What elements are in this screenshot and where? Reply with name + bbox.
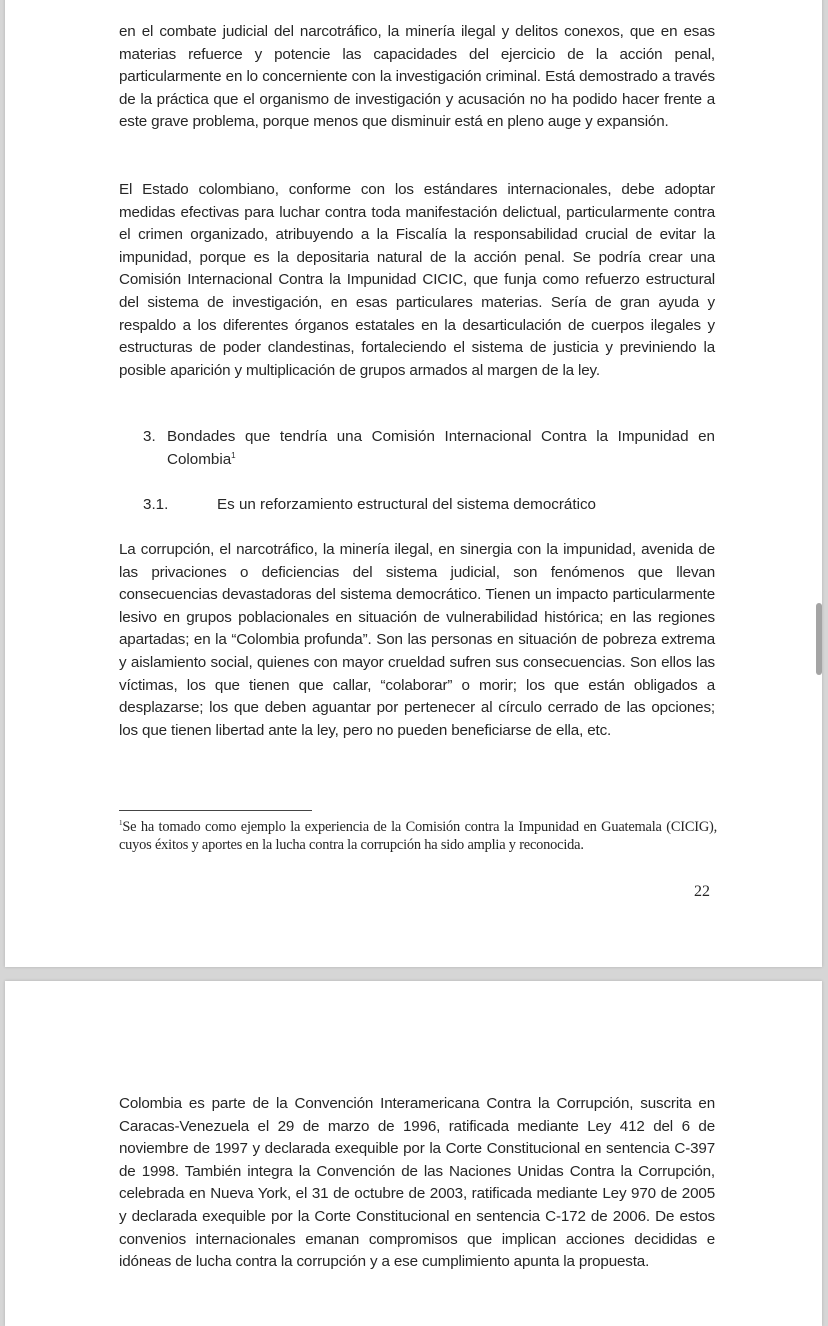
document-page-23 — [5, 981, 822, 1326]
footnote-text: Se ha tomado como ejemplo la experiencia de la Comisión contra la Impunidad en Guatemala (CICIG), cuyos éxitos y aportes en la lucha contra la corrupción ha sido amplia y reconocida. — [119, 819, 717, 853]
scrollbar-thumb[interactable] — [816, 603, 822, 675]
document-page-22 — [5, 0, 822, 967]
paragraph-narcotrafico: en el combate judicial del narcotráfico, la minería ilegal y delitos conexos, que en esas materias refuerce y potencie las capacidades del ejercicio de la acción penal, particularmente en lo concerniente con la investigación criminal. Está demostrado a través de la práctica que el organismo de investigación y acusación no ha podido hacer frente a este grave problema, porque menos que disminuir está en pleno auge y expansión. — [119, 23, 715, 131]
section-heading-3 — [143, 426, 715, 471]
footnote — [119, 818, 717, 854]
subsection-title: Es un reforzamiento estructural del sistema democrático — [217, 496, 597, 513]
section-number: 3. — [143, 428, 156, 445]
paragraph-estado-colombiano: El Estado colombiano, conforme con los estándares internacionales, debe adoptar medidas efectivas para luchar contra toda manifestación delictual, particularmente contra el crimen organizado, atribuyendo a la Fiscalía la responsabilidad crucial de evitar la impunidad, porque es la depositaria natural de la acción penal. Se podría crear una Comisión Internacional Contra la Impunidad CICIC, que funja como refuerzo estructural del sistema de investigación, en esas particulares materias. Sería de gran ayuda y respaldo a los diferentes órganos estatales en la desarticulación de cuerpos ilegales y estructuras de poder clandestinas, fortaleciendo el sistema de justicia y previniendo la posible aparición y multiplicación de grupos armados al margen de la ley. — [119, 181, 715, 379]
footnote-separator — [119, 810, 312, 811]
page-number: 22 — [694, 883, 710, 900]
paragraph-corrupcion: La corrupción, el narcotráfico, la minería ilegal, en sinergia con la impunidad, avenida de las privaciones o deficiencias del sistema judicial, son fenómenos que llevan consecuencias devastadoras del sistema democrático. Tienen un impacto particularmente lesivo en grupos poblacionales en situación de vulnerabilidad histórica; en las regiones apartadas; en la “Colombia profunda”. Son las personas en situación de pobreza extrema y aislamiento social, quienes con mayor crueldad sufren sus consecuencias. Son ellos las víctimas, los que tienen que callar, “colaborar” o morir; los que están obligados a desplazarse; los que deben aguantar por pertenecer al círculo cerrado de las opciones; los que tienen libertad ante la ley, pero no pueden beneficiarse de ella, etc. — [119, 541, 715, 739]
footnote-marker: 1 — [119, 819, 123, 828]
subsection-number: 3.1. — [143, 496, 169, 513]
paragraph-convenciones: Colombia es parte de la Convención Interamericana Contra la Corrupción, suscrita en Caracas-Venezuela el 29 de marzo de 1996, ratificada mediante Ley 412 del 6 de noviembre de 1997 y declarada exequible por la Corte Constitucional en sentencia C-397 de 1998. También integra la Convención de las Naciones Unidas Contra la Corrupción, celebrada en Nueva York, el 31 de octubre de 2003, ratificada mediante Ley 970 de 2005 y declarada exequible por la Corte Constitucional en sentencia C-172 de 2006. De estos convenios internacionales emanan compromisos que implican acciones decididas e idóneas de lucha contra la corrupción y a ese cumplimiento apunta la propuesta. — [119, 1095, 715, 1271]
section-title: Bondades que tendría una Comisión Internacional Contra la Impunidad en Colombia — [167, 428, 715, 468]
footnote-reference[interactable]: 1 — [231, 450, 236, 460]
